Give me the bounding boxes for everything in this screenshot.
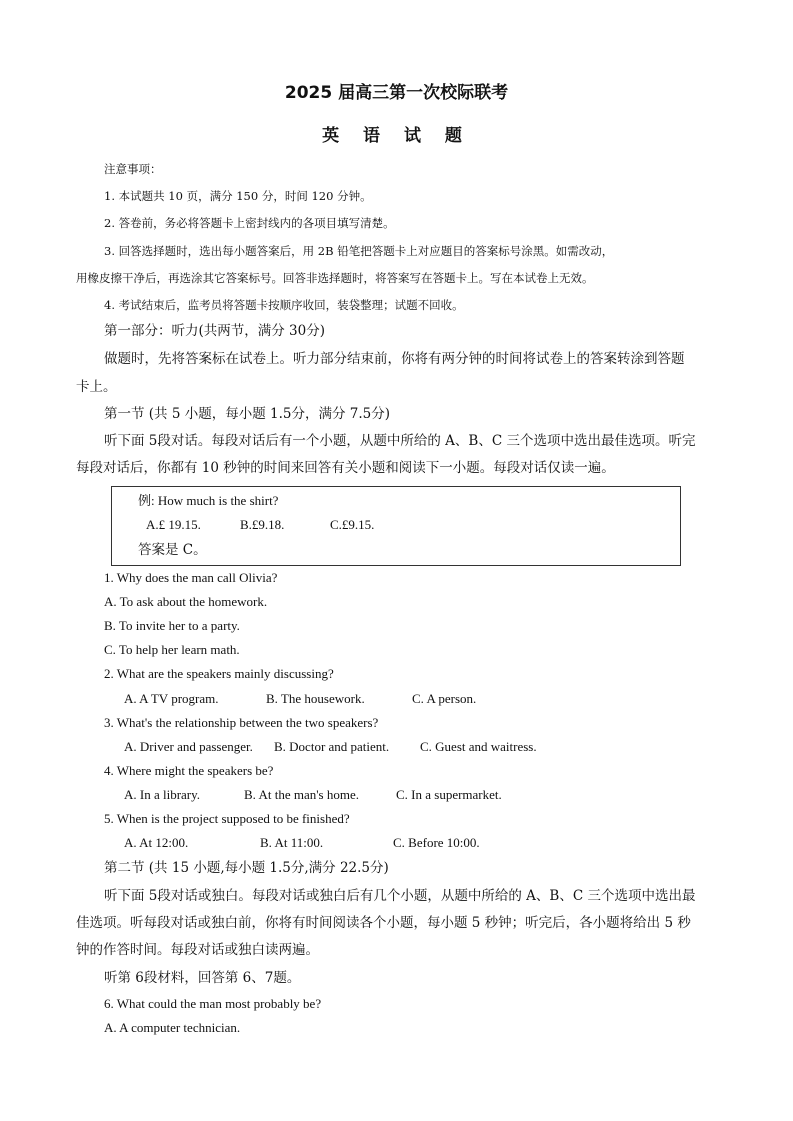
material-6-instruction: 听第 6段材料，回答第 6、7题。 — [104, 970, 301, 986]
question-4-option-c: C. In a supermarket. — [396, 787, 502, 802]
section1-instr-line-2: 每段对话后，你都有 10 秒钟的时间来回答有关小题和阅读下一小题。每段对话仅读一遍。 — [76, 460, 615, 476]
notice-heading: 注意事项： — [104, 162, 162, 176]
question-6-option-a: A. A computer technician. — [104, 1020, 241, 1035]
question-3-options — [124, 738, 537, 756]
part1-intro-line-2: 卡上。 — [76, 379, 117, 395]
question-2-option-a: A. A TV program. — [124, 691, 219, 706]
question-6: 6. What could the man most probably be? — [104, 996, 322, 1011]
question-3-option-c: C. Guest and waitress. — [420, 739, 537, 754]
question-2-option-c: C. A person. — [412, 691, 477, 706]
notice-item-1: 1. 本试题共 10 页，满分 150 分，时间 120 分钟。 — [104, 189, 372, 203]
section2-instr-line-3: 钟的作答时间。每段对话或独白读两遍。 — [76, 942, 319, 958]
notice-item-4: 4. 考试结束后，监考员将答题卡按顺序收回，装袋整理；试题不回收。 — [104, 298, 464, 312]
question-5: 5. When is the project supposed to be finished? — [104, 811, 350, 826]
part1-heading: 第一部分：听力(共两节，满分 30分) — [104, 323, 326, 339]
example-option-c: C.£9.15. — [330, 517, 375, 532]
question-2-options — [124, 690, 476, 708]
example-question: 例: How much is the shirt? — [138, 493, 279, 508]
question-4: 4. Where might the speakers be? — [104, 763, 274, 778]
notice-item-3-line-1: 3. 回答选择题时，选出每小题答案后，用 2B 铅笔把答题卡上对应题目的答案标号涂黑。如需改动， — [104, 244, 614, 258]
notice-item-2: 2. 答卷前，务必将答题卡上密封线内的各项目填写清楚。 — [104, 216, 395, 230]
section2-heading: 第二节 (共 15 小题,每小题 1.5分,满分 22.5分) — [104, 860, 389, 876]
example-box — [111, 486, 681, 566]
example-option-a: A.£ 19.15. — [146, 517, 201, 532]
question-5-option-b: B. At 11:00. — [260, 835, 324, 850]
section1-instr-line-1: 听下面 5段对话。每段对话后有一个小题，从题中所给的 A、B、C 三个选项中选出最佳选项。听完 — [104, 433, 696, 449]
example-option-b: B.£9.18. — [240, 517, 285, 532]
question-5-options — [124, 834, 480, 852]
question-2-option-b: B. The housework. — [266, 691, 365, 706]
exam-title: 2025 届高三第一次校际联考 — [284, 83, 509, 103]
question-2: 2. What are the speakers mainly discussing? — [104, 666, 334, 681]
section2-instr-line-1: 听下面 5段对话或独白。每段对话或独白后有几个小题，从题中所给的 A、B、C 三个选项中选出最 — [104, 888, 696, 904]
question-3-option-a: A. Driver and passenger. — [124, 739, 253, 754]
question-5-option-a: A. At 12:00. — [124, 835, 189, 850]
example-options — [146, 516, 374, 534]
question-1-option-a: A. To ask about the homework. — [104, 594, 268, 609]
question-1-option-b: B. To invite her to a party. — [104, 618, 240, 633]
subject-title: 英 语 试 题 — [322, 126, 471, 146]
question-4-option-a: A. In a library. — [124, 787, 201, 802]
notice-item-3-line-2: 用橡皮擦干净后，再选涂其它答案标号。回答非选择题时，将答案写在答题卡上。写在本试卷上无效。 — [76, 271, 594, 285]
question-1: 1. Why does the man call Olivia? — [104, 570, 278, 585]
question-4-options — [124, 786, 502, 804]
section2-instr-line-2: 佳选项。听每段对话或独白前，你将有时间阅读各个小题，每小题 5 秒钟；听完后，各小题将给出 5 秒 — [76, 915, 691, 931]
section1-heading: 第一节 (共 5 小题，每小题 1.5分，满分 7.5分) — [104, 406, 391, 422]
part1-intro-line-1: 做题时，先将答案标在试卷上。听力部分结束前，你将有两分钟的时间将试卷上的答案转涂到答题 — [104, 351, 685, 367]
question-3: 3. What's the relationship between the two speakers? — [104, 715, 379, 730]
question-3-option-b: B. Doctor and patient. — [274, 739, 390, 754]
question-4-option-b: B. At the man's home. — [244, 787, 360, 802]
question-1-option-c: C. To help her learn math. — [104, 642, 240, 657]
example-answer: 答案是 C。 — [138, 542, 207, 558]
question-5-option-c: C. Before 10:00. — [393, 835, 480, 850]
